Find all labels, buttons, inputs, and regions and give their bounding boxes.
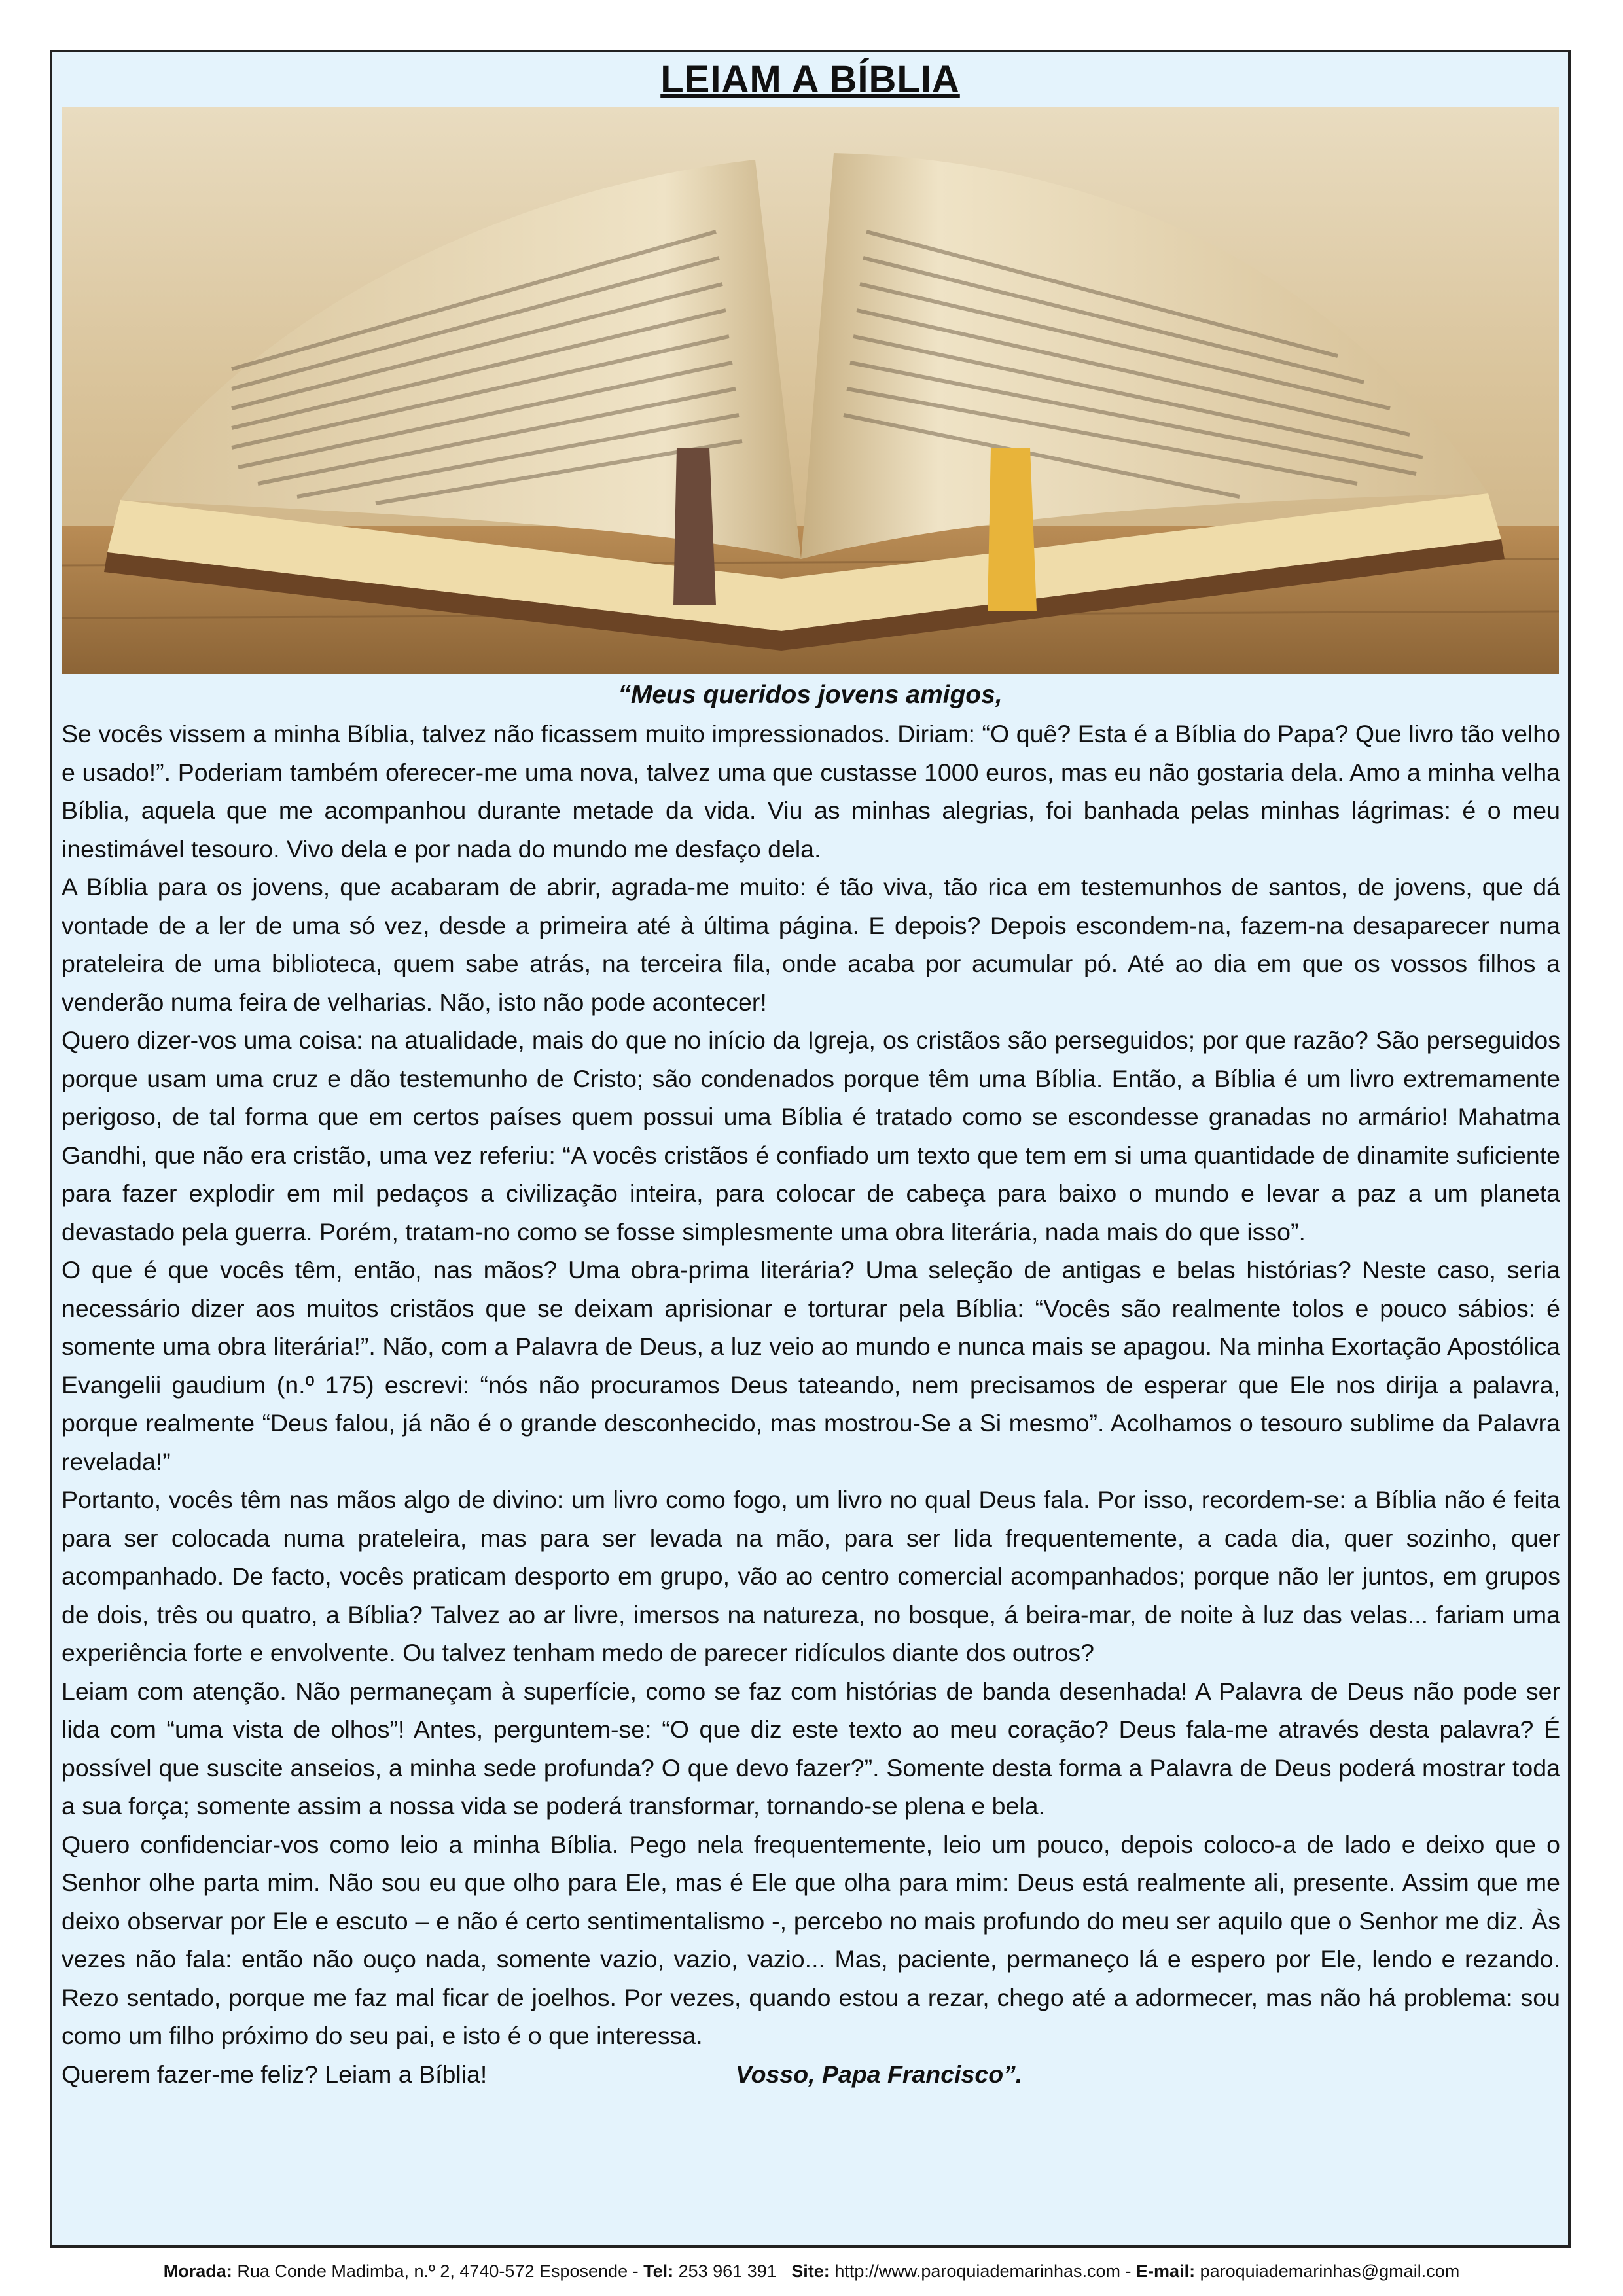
paragraph: Portanto, vocês têm nas mãos algo de divino: um livro como fogo, um livro no qual Deus fala. Por isso, recordem-se: a Bíblia não é feita para ser colocada numa prateleira, mas para ser levada na mão, para ser lida frequentemente, a cada dia, quer sozinho, quer acompanhado. De facto, vocês praticam desporto em grupo, vão ao centro comercial acompanhados; porque não ler juntos, em grupos de dois, três ou quatro, a Bíblia? Talvez ao ar livre, imersos na natureza, no bosque, á beira-mar, de noite à luz das velas... fariam uma experiência forte e envolvente. Ou talvez tenham medo de parecer ridículos diante dos outros? (62, 1486, 1560, 1666)
letter-body (62, 715, 1560, 2093)
paragraph: Se vocês vissem a minha Bíblia, talvez não ficassem muito impressionados. Diriam: “O quê? Esta é a Bíblia do Papa? Que livro tão velho e usado!”. Poderiam também oferecer-me uma nova, talvez uma que custasse 1000 euros, mas eu não gostaria dela. Amo a minha velha Bíblia, aquela que me acompanhou durante metade da vida. Viu as minhas alegrias, foi banhada pelas minhas lágrimas: é o meu inestimável tesouro. Vivo dela e por nada do mundo me desfaço dela. (62, 720, 1560, 863)
content-frame (50, 50, 1571, 2248)
tel: 253 961 391 (678, 2261, 777, 2281)
page-title: LEIAM A BÍBLIA (660, 58, 960, 101)
email-link[interactable]: paroquiademarinhas@gmail.com (1200, 2261, 1460, 2281)
paragraph: Quero dizer-vos uma coisa: na atualidade, mais do que no início da Igreja, os cristãos são perseguidos; por que razão? São perseguidos porque usam uma cruz e dão testemunho de Cristo; são condenados porque têm uma Bíblia. Então, a Bíblia é um livro extremamente perigoso, de tal forma que em certos países quem possui uma Bíblia é tratado como se escondesse granadas no armário! Mahatma Gandhi, que não era cristão, uma vez referiu: “A vocês cristãos é confiado um texto que tem em si uma quantidade de dinamite suficiente para fazer explodir em mil pedaços a civilização inteira, para colocar de cabeça para baixo o mundo e levar a paz a um planeta devastado pela guerra. Porém, tratam-no como se fosse simplesmente uma obra literária, nada mais do que isso”. (62, 1026, 1560, 1246)
footer (0, 2258, 1623, 2284)
site-link[interactable]: http://www.paroquiademarinhas.com - (834, 2261, 1132, 2281)
address: Rua Conde Madimba, n.º 2, 4740-572 Esposende - (237, 2261, 639, 2281)
site-label: Site: (791, 2261, 830, 2281)
tel-label: Tel: (643, 2261, 674, 2281)
paragraph: O que é que vocês têm, então, nas mãos? Uma obra-prima literária? Uma seleção de antigas e belas histórias? Neste caso, seria necessário dizer aos muitos cristãos que se deixam aprisionar e torturar pela Bíblia: “Vocês são realmente tolos e pouco sábios: é somente uma obra literária!”. Não, com a Palavra de Deus, a luz veio ao mundo e nunca mais se apagou. Na minha Exortação Apostólica Evangelii gaudium (n.º 175) escrevi: “nós não procuramos Deus tateando, nem precisamos de esperar que Ele nos dirija a palavra, porque realmente “Deus falou, já não é o grande desconhecido, mas mostrou-Se a Si mesmo”. Acolhamos o tesouro sublime da Palavra revelada!” (62, 1256, 1560, 1475)
open-bible-photo (62, 107, 1559, 674)
greeting: “Meus queridos jovens amigos, (618, 681, 1003, 709)
closing-line (62, 2055, 1560, 2094)
closing-text: Querem fazer-me feliz? Leiam a Bíblia! (62, 2060, 488, 2088)
email-label: E-mail: (1136, 2261, 1196, 2281)
address-label: Morada: (163, 2261, 232, 2281)
paragraph: Quero confidenciar-vos como leio a minha Bíblia. Pego nela frequentemente, leio um pouco, depois coloco-a de lado e deixo que o Senhor olhe parta mim. Não sou eu que olho para Ele, mas é Ele que olha para mim: Deus está realmente ali, presente. Assim que me deixo observar por Ele e escuto – e não é certo sentimentalismo -, percebo no mais profundo do meu ser aquilo que o Senhor me diz. Às vezes não fala: então não ouço nada, somente vazio, vazio, vazio... Mas, paciente, permaneço lá e espero por Ele, lendo e rezando. Rezo sentado, porque me faz mal ficar de joelhos. Por vezes, quando estou a rezar, chego até a adormecer, mas não há problema: sou como um filho próximo do seu pai, e isto é o que interessa. (62, 1830, 1560, 2049)
paragraph: Leiam com atenção. Não permaneçam à superfície, como se faz com histórias de banda desenhada! A Palavra de Deus não pode ser lida com “uma vista de olhos”! Antes, perguntem-se: “O que diz este texto ao meu coração? Deus fala-me através desta palavra? É possível que suscite anseios, a minha sede profunda? O que devo fazer?”. Somente desta forma a Palavra de Deus poderá mostrar toda a sua força; somente assim a nossa vida se poderá transformar, tornando-se plena e bela. (62, 1677, 1560, 1820)
signature: Vosso, Papa Francisco”. (736, 2060, 1023, 2088)
paragraph: A Bíblia para os jovens, que acabaram de abrir, agrada-me muito: é tão viva, tão rica em testemunhos de santos, de jovens, que dá vontade de a ler de uma só vez, desde a primeira até à última página. E depois? Depois escondem-na, fazem-na desaparecer numa prateleira de uma biblioteca, quem sabe atrás, na terceira fila, onde acaba por acumular pó. Até ao dia em que os vossos filhos a venderão numa feira de velharias. Não, isto não pode acontecer! (62, 873, 1560, 1016)
